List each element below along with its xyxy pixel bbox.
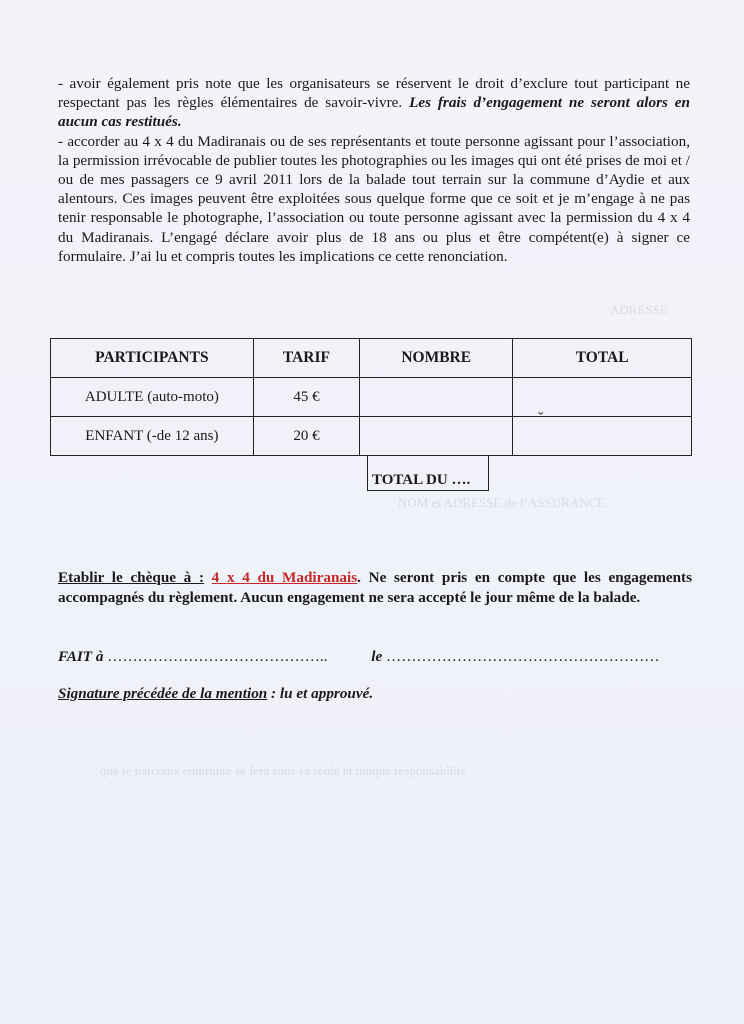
header-tarif: TARIF bbox=[253, 339, 359, 378]
nombre-cell[interactable] bbox=[360, 417, 513, 456]
paragraph-exclusion bbox=[58, 74, 690, 132]
date-field[interactable]: ……………………………………………… bbox=[386, 648, 660, 665]
header-total: TOTAL bbox=[513, 339, 692, 378]
cheque-instructions bbox=[58, 568, 692, 607]
place-field[interactable]: …………………………………….. bbox=[107, 648, 328, 665]
signature-mention: lu et approuvé. bbox=[279, 685, 374, 702]
participant-cell: ADULTE (auto-moto) bbox=[51, 378, 254, 417]
cheque-suffix: . Ne seront pris en compte que les engagements accompagnés du règlement. Aucun engagement ne sera accepté le jour même de la balade. bbox=[58, 569, 692, 606]
refund-notice: Les frais d’engagement ne seront alors en aucun cas restitués. bbox=[58, 94, 690, 131]
cheque-payee: 4 x 4 du Madiranais bbox=[211, 569, 358, 586]
total-cell[interactable] bbox=[513, 417, 692, 456]
tarif-cell: 20 € bbox=[253, 417, 359, 456]
table-row bbox=[51, 417, 692, 456]
signature-colon: : bbox=[267, 685, 280, 702]
terms-text bbox=[58, 74, 690, 266]
bleed-through-text: ADRESSE bbox=[610, 302, 668, 317]
registration-table bbox=[50, 338, 692, 456]
paragraph-photo-rights: - accorder au 4 x 4 du Madiranais ou de ses représentants et toute personne agissant pour l’association, la permission irrévocable de publier toutes les photographies ou les images qui ont été prises de moi et / ou de mes passagers ce 9 avril 2011 lors de la balade tout terrain sur la commune d’Aydie et aux alentours. Ces images peuvent être exploitées sous quelque forme que ce soit et je m’engage à ne pas tenir responsable le photographe, l’association ou toute personne agissant avec la permission du 4 x 4 du Madiranais. L’engagé déclare avoir plus de 18 ans ou plus et être compétent(e) à signer ce formulaire. J’ai lu et compris toutes les implications ce cette renonciation. bbox=[58, 132, 690, 265]
nombre-cell[interactable] bbox=[360, 378, 513, 417]
signature-line bbox=[58, 685, 698, 703]
signature-label: Signature précédée de la mention bbox=[58, 685, 268, 702]
cheque-prefix: Etablir le chèque à : bbox=[58, 569, 204, 586]
le-label: le bbox=[371, 648, 387, 665]
tarif-cell: 45 € bbox=[253, 378, 359, 417]
header-nombre: NOMBRE bbox=[360, 339, 513, 378]
handwritten-check-mark: ˬ bbox=[538, 398, 544, 415]
header-participants: PARTICIPANTS bbox=[51, 339, 254, 378]
bleed-through-text: NOM et ADRESSE de l’ASSURANCE bbox=[398, 495, 606, 510]
participant-cell: ENFANT (-de 12 ans) bbox=[51, 417, 254, 456]
fait-label: FAIT à bbox=[58, 648, 108, 665]
fait-a-line bbox=[58, 648, 698, 666]
total-du-box[interactable] bbox=[367, 456, 489, 491]
bleed-through-text: que le parcours emprunté se fera sous sa seule et unique responsabilité bbox=[100, 763, 467, 778]
table-row bbox=[51, 378, 692, 417]
table-header-row bbox=[51, 339, 692, 378]
exclusion-text: - avoir également pris note que les organisateurs se réservent le droit d’exclure tout participant ne respectant pas les règles élémentaires de savoir-vivre. bbox=[58, 75, 690, 112]
total-du-label: TOTAL DU …. bbox=[372, 472, 471, 488]
